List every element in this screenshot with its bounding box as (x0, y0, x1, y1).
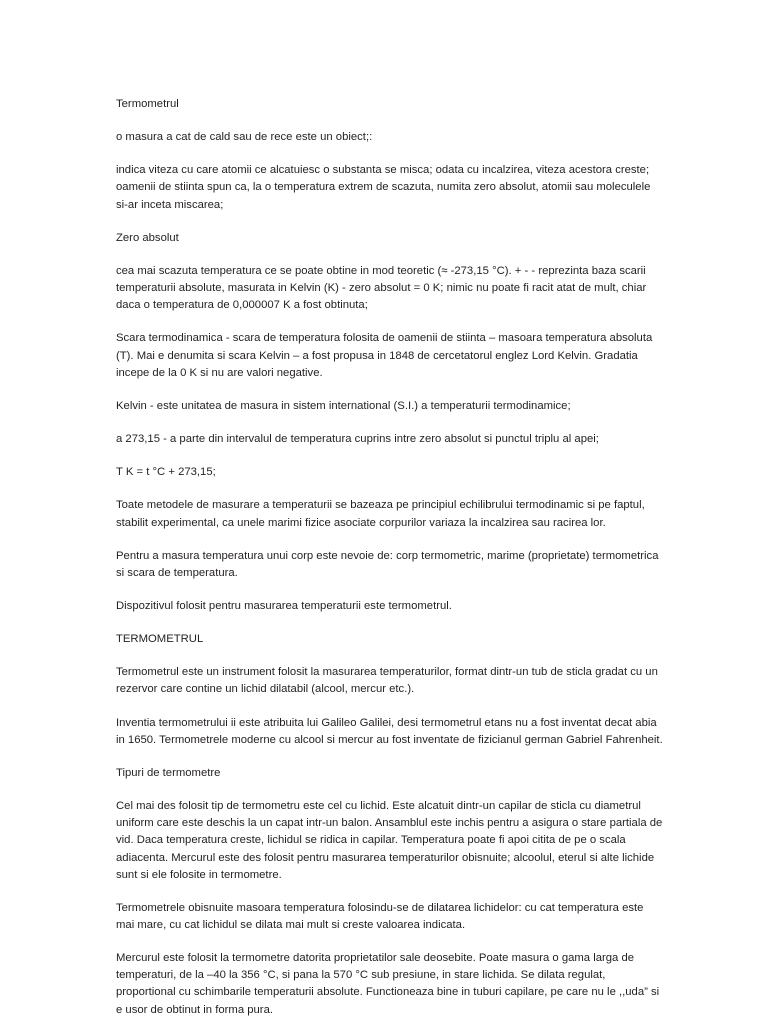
paragraph: Pentru a masura temperatura unui corp este nevoie de: corp termometric, marime (proprietate) termometrica si scara de temperatura. (116, 549, 659, 579)
paragraph: Cel mai des folosit tip de termometru este cel cu lichid. Este alcatuit dintr-un capilar de sticla cu diametrul uniform care este deschis la un capat intr-un balon. Ansamblul este inchis pentru a asigura o stare partiala de vid. Daca temperatura creste, lichidul se ridica in capilar. Temperatura poate fi apoi citita de pe o scala adiacenta. Mercurul este des folosit pentru masurarea temperaturilor obisnuite; alcoolul, eterul si alte lichide sunt si ele folosite in termometre. (116, 800, 663, 881)
paragraph: Kelvin - este unitatea de masura in sistem international (S.I.) a temperaturii termodinamice; (116, 399, 571, 412)
paragraph: Mercurul este folosit la termometre datorita proprietatilor sale deosebite. Poate masura o gama larga de temperaturi, de la –40 la 356 °C, si pana la 570 °C sub presiune, in stare lichida. Se dilata regulat, proportional cu schimbarile temperaturii absolute. Functioneaza bine in tuburi capilare, pe care nu le ,,uda” si e usor de obtinut in forma pura. (116, 952, 660, 1016)
paragraph-formula: T K = t °C + 273,15; (116, 466, 216, 479)
paragraph: Dispozitivul folosit pentru masurarea temperaturii este termometrul. (116, 599, 452, 612)
paragraph: indica viteza cu care atomii ce alcatuiesc o substanta se misca; odata cu incalzirea, viteza acestora creste; oamenii de stiinta spun ca, la o temperatura extrem de scazuta, numita zero absolut, atomii sau moleculele si-ar inceta miscarea; (116, 164, 651, 211)
paragraph: cea mai scazuta temperatura ce se poate obtine in mod teoretic (≈ -273,15 °C). + - - reprezinta baza scarii temperaturii absolute, masurata in Kelvin (K) - zero absolut = 0 K; nimic nu poate fi racit atat de mult, chiar daca o temperatura de 0,000007 K a fost obtinuta; (116, 264, 647, 312)
paragraph: Toate metodele de masurare a temperaturii se bazeaza pe principiul echilibrului termodinamic si pe faptul, stabilit experimental, ca unele marimi fizice asociate corpurilor variaza la incalzirea sau racirea lor. (116, 499, 645, 529)
paragraph: Inventia termometrului ii este atribuita lui Galileo Galilei, desi termometrul etans nu a fost inventat decat abia in 1650. Termometrele moderne cu alcool si mercur au fost inventate de fizicianul german Gabriel Fahrenheit. (116, 716, 663, 746)
paragraph: a 273,15 - a parte din intervalul de temperatura cuprins intre zero absolut si punctul triplu al apei; (116, 433, 599, 446)
paragraph: Scara termodinamica - scara de temperatura folosita de oamenii de stiinta – masoara temperatura absoluta (T). Mai e denumita si scara Kelvin – a fost propusa in 1848 de cercetatorul englez Lord Kelvin. Gradatia incepe de la 0 K si nu are valori negative. (116, 332, 653, 379)
paragraph-heading-zero-absolut: Zero absolut (116, 231, 179, 244)
paragraph-heading-termometrul: TERMOMETRUL (116, 633, 204, 646)
paragraph-heading-tipuri: Tipuri de termometre (116, 766, 221, 779)
paragraph-title: Termometrul (116, 98, 179, 110)
paragraph: o masura a cat de cald sau de rece este un obiect;: (116, 131, 373, 144)
paragraph: Termometrul este un instrument folosit la masurarea temperaturilor, format dintr-un tub de sticla gradat cu un rezervor care contine un lichid dilatabil (alcool, mercur etc.). (116, 666, 658, 696)
paragraph: Termometrele obisnuite masoara temperatura folosindu-se de dilatarea lichidelor: cu cat temperatura este mai mare, cu cat lichidul se dilata mai mult si creste valoarea indicata. (116, 901, 644, 931)
document-text-body (116, 96, 664, 1019)
